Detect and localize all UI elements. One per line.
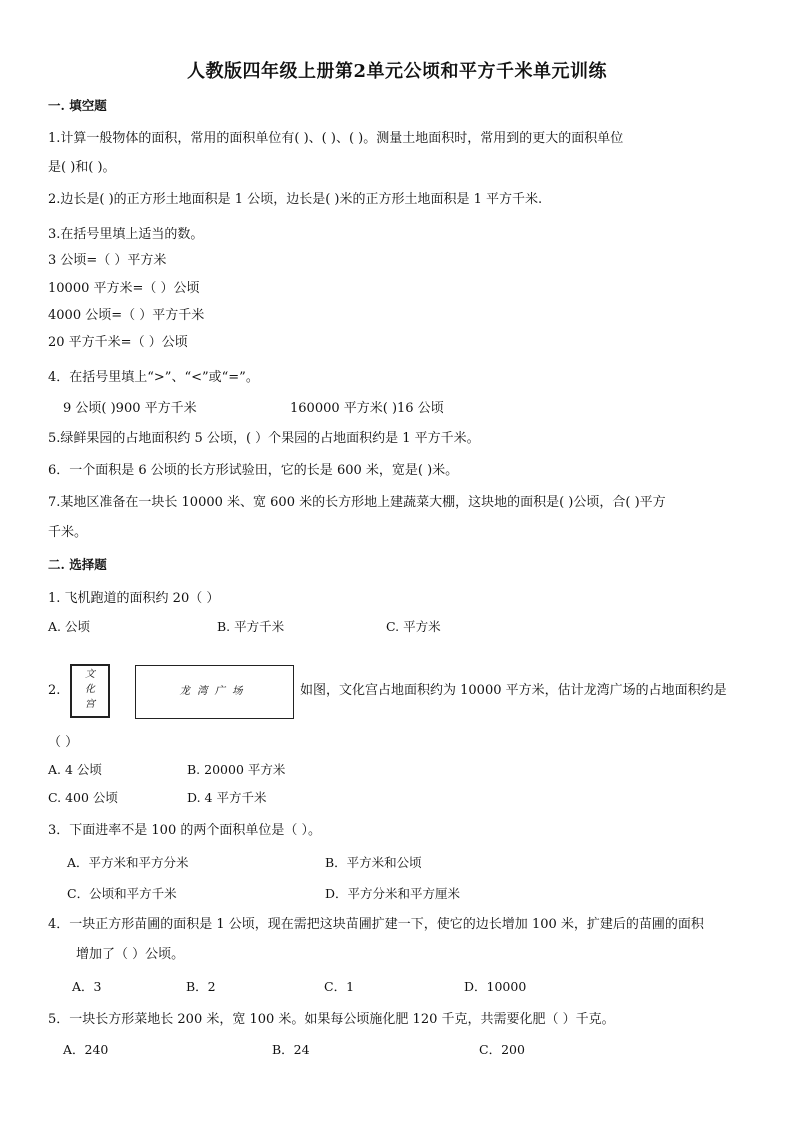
c2-option-d: D. 4 平方千米: [187, 790, 267, 805]
cultural-palace-figure: [70, 664, 110, 718]
c4-option-c: C．1: [324, 979, 355, 994]
c4-stem-line2: 增加了（ ）公顷。: [76, 947, 185, 962]
c1-option-a: A. 公顷: [48, 619, 90, 634]
q5-text: 5.绿鲜果园的占地面积约 5 公顷，( ）个果园的占地面积约是 1 平方千米。: [48, 431, 480, 446]
c4-option-a: A．3: [72, 979, 102, 994]
q3-b: 10000 平方米=（ ）公顷: [48, 281, 200, 296]
c2-option-a: A. 4 公顷: [48, 762, 102, 777]
q1-line1: 1.计算一般物体的面积，常用的面积单位有( )、( )、( )。测量土地面积时，常用到的更大的面积单位: [48, 131, 624, 146]
q2-text: 2.边长是( )的正方形土地面积是 1 公顷，边长是( )米的正方形土地面积是 1 平方千米.: [48, 192, 543, 207]
c5-option-b: B．24: [272, 1042, 310, 1057]
q7-line1: 7.某地区准备在一块长 10000 米、宽 600 米的长方形地上建蔬菜大棚，这块地的面积是( )公顷，合( )平方: [48, 495, 666, 510]
c3-option-a: A．平方米和平方分米: [67, 855, 189, 870]
q3-d: 20 平方千米=（ ）公顷: [48, 335, 188, 350]
page-title: 人教版四年级上册第2单元公顷和平方千米单元训练: [186, 61, 608, 82]
q6-text: 6．一个面积是 6 公顷的长方形试验田，它的长是 600 米，宽是( )米。: [48, 463, 459, 478]
c1-stem: 1. 飞机跑道的面积约 20（ ）: [48, 591, 220, 606]
c4-option-b: B．2: [186, 979, 216, 994]
q7-line2: 千米。: [48, 525, 88, 540]
c5-option-a: A．240: [63, 1042, 109, 1057]
section-heading-fill-in: 一. 填空题: [48, 98, 107, 113]
q3-c: 4000 公顷=（ ）平方千米: [48, 308, 205, 323]
box1-char-2: 化: [85, 684, 95, 695]
q3-a: 3 公顷=（ ）平方米: [48, 253, 167, 268]
c3-option-c: C．公顷和平方千米: [67, 886, 177, 901]
c2-option-c: C. 400 公顷: [48, 790, 118, 805]
c2-paren: （ ）: [48, 735, 79, 750]
c1-option-c: C. 平方米: [386, 619, 441, 634]
q3-intro: 3.在括号里填上适当的数。: [48, 227, 204, 242]
c4-stem-line1: 4．一块正方形苗圃的面积是 1 公顷，现在需把这块苗圃扩建一下，使它的边长增加 100 米，扩建后的苗圃的面积: [48, 917, 704, 932]
c2-number: 2.: [48, 683, 61, 698]
q4-b: 160000 平方米( )16 公顷: [290, 401, 444, 416]
c3-option-d: D．平方分米和平方厘米: [325, 886, 461, 901]
c2-stem: 如图，文化宫占地面积约为 10000 平方米，估计龙湾广场的占地面积约是: [300, 683, 727, 698]
section-heading-choice: 二. 选择题: [48, 557, 107, 572]
c5-stem: 5．一块长方形菜地长 200 米，宽 100 米。如果每公顷施化肥 120 千克，共需要化肥（ ）千克。: [48, 1012, 615, 1027]
c3-stem: 3．下面进率不是 100 的两个面积单位是（ ）。: [48, 823, 321, 838]
box1-char-1: 文: [85, 669, 95, 680]
c2-option-b: B. 20000 平方米: [187, 762, 286, 777]
q1-line2: 是( )和( )。: [48, 160, 116, 175]
c1-option-b: B. 平方千米: [217, 619, 285, 634]
q4-intro: 4．在括号里填上“>”、“<”或“=”。: [48, 370, 259, 385]
c3-option-b: B．平方米和公顷: [325, 855, 422, 870]
longwan-square-figure: 龙湾广场: [135, 665, 294, 719]
c4-option-d: D．10000: [464, 979, 527, 994]
box1-char-3: 宫: [85, 699, 95, 710]
c5-option-c: C．200: [479, 1042, 525, 1057]
q4-a: 9 公顷( )900 平方千米: [63, 401, 197, 416]
